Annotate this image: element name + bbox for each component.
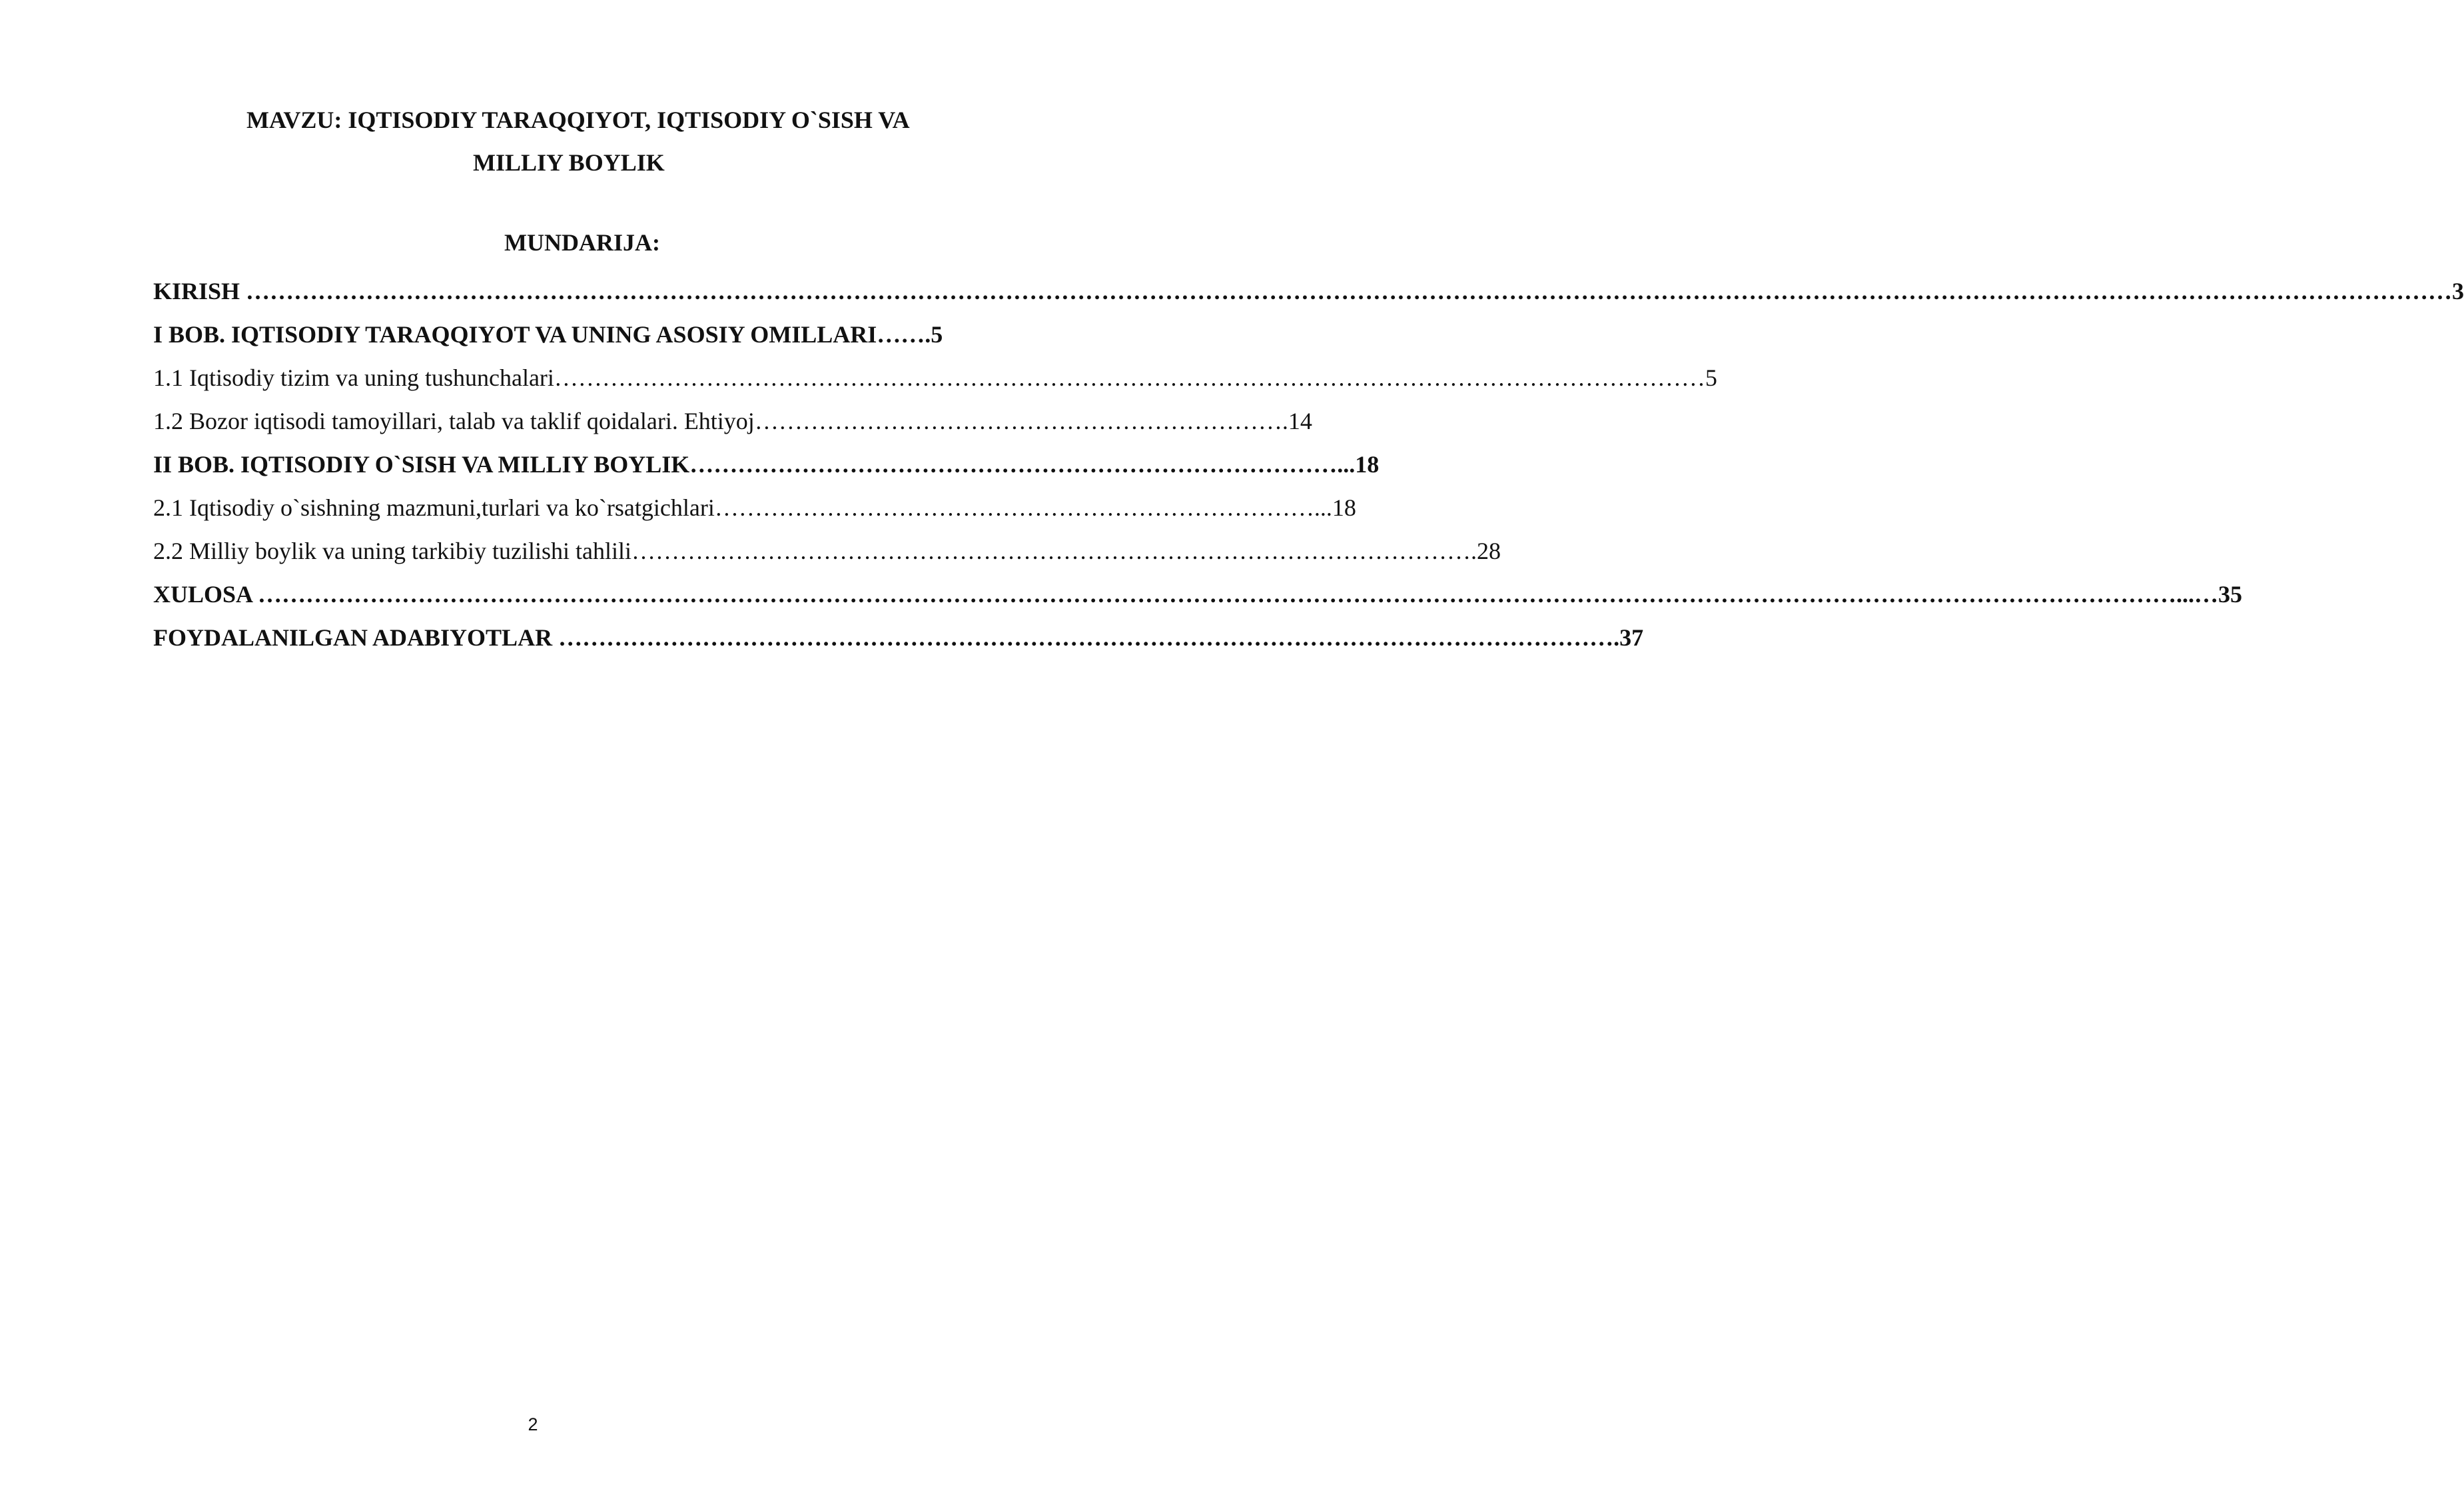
toc-entry-references: FOYDALANILGAN ADABIYOTLAR …………………………………………………………………………………………………………………….37 xyxy=(153,624,1644,651)
toc-heading-text: MUNDARIJA: xyxy=(504,229,660,256)
toc-heading xyxy=(153,225,993,260)
toc-entry-kirish: KIRISH ……………………………………………………………………………………………………………………………………………………………………………………………………………………………………………………3 xyxy=(153,278,2464,304)
toc-entry-section-2-2: 2.2 Milliy boylik va uning tarkibiy tuzilishi tahlili…………………………………………………………………………………………….28 xyxy=(153,538,1501,564)
toc-entry-section-1-2: 1.2 Bozor iqtisodi tamoyillari, talab va taklif qoidalari. Ehtiyoj………………………………………………………….14 xyxy=(153,408,1312,434)
document-title xyxy=(153,99,993,184)
toc-entry-section-1-1: 1.1 Iqtisodiy tizim va uning tushunchalari………………………………………………………………………………………………………………………………5 xyxy=(153,364,1717,391)
toc-entry-xulosa: XULOSA ……………………………………………………………………………………………………………………………………………………………………………………………………………………...…35 xyxy=(153,581,2243,608)
toc-entry-chapter-2: II BOB. IQTISODIY O`SISH VA MILLIY BOYLIK………………………………………………………………………...18 xyxy=(153,451,1380,478)
toc-entry-section-2-1: 2.1 Iqtisodiy o`sishning mazmuni,turlari va ko`rsatgichlari…………………………………………………………………...18 xyxy=(153,494,1356,521)
title-line-1: MAVZU: IQTISODIY TARAQQIYOT, IQTISODIY O`SISH VA xyxy=(246,107,910,133)
toc-entry-chapter-1: I BOB. IQTISODIY TARAQQIYOT VA UNING ASOSIY OMILLARI…….5 xyxy=(153,321,943,348)
title-line-2: MILLIY BOYLIK xyxy=(473,149,665,176)
page-number: 2 xyxy=(528,1414,538,1434)
table-of-contents xyxy=(153,270,2464,660)
